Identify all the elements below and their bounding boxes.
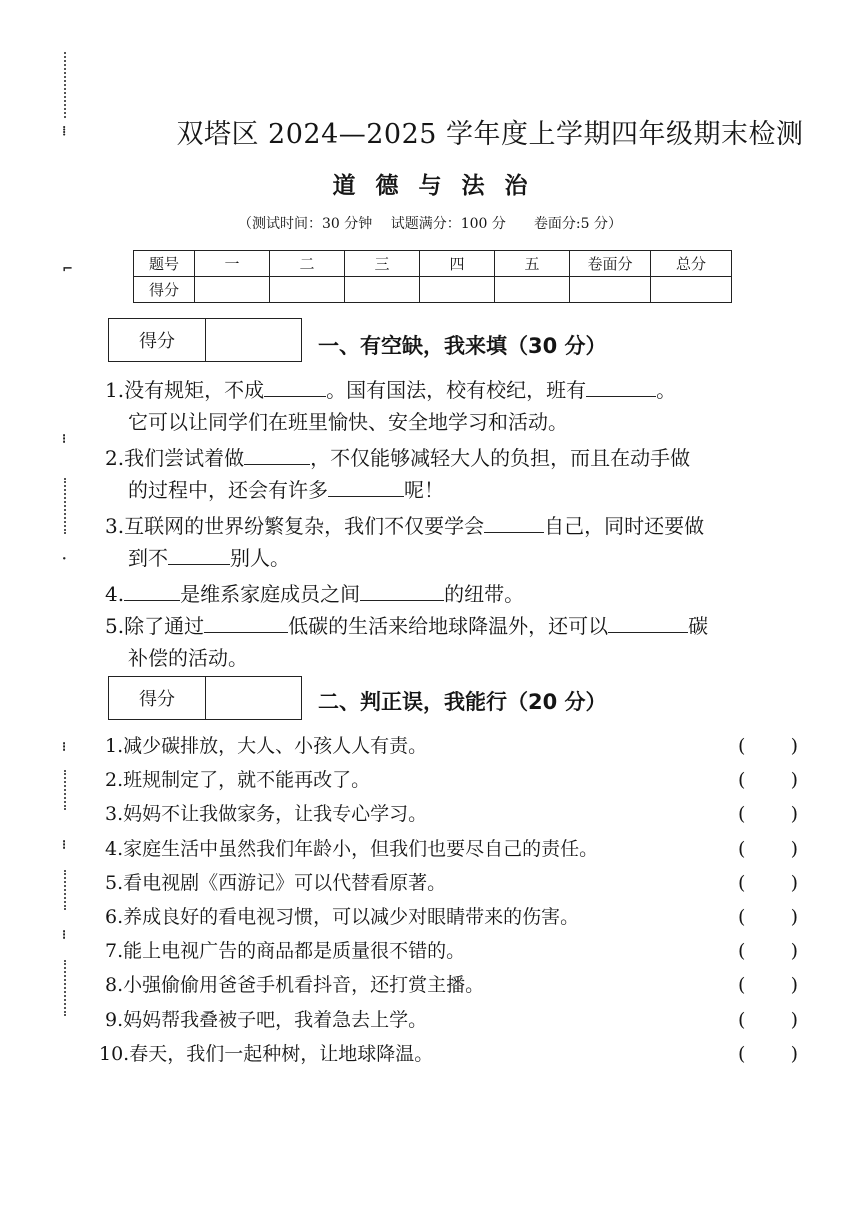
score-input-cell[interactable]: [651, 277, 732, 303]
paren-open: (: [738, 974, 746, 996]
score-table-cell: 卷面分: [570, 251, 651, 277]
answer-parentheses[interactable]: [738, 731, 798, 761]
paren-open: (: [738, 769, 746, 791]
judge-item: 8.小强偷偷用爸爸手机看抖音，还打赏主播。: [105, 974, 485, 996]
question-text: 的纽带。: [444, 582, 525, 606]
binding-mark: ⁝: [62, 740, 67, 755]
question-text: 2.: [105, 446, 125, 470]
answer-parentheses[interactable]: [738, 1005, 798, 1035]
answer-parentheses[interactable]: [738, 765, 798, 795]
judge-item: 1.减少碳排放，大人、小孩人人有责。: [105, 735, 428, 757]
section2-score-box: [108, 676, 302, 720]
score-table-cell: 二: [270, 251, 345, 277]
paren-close: ): [790, 974, 798, 996]
binding-mark: ·: [62, 552, 67, 567]
question-text: 我们尝试着做: [124, 446, 245, 470]
question-text: 3.: [105, 514, 125, 538]
question-text: 自己，同时还要做: [544, 514, 705, 538]
judge-item: 3.妈妈不让我做家务，让我专心学习。: [105, 803, 428, 825]
paren-close: ): [790, 940, 798, 962]
paren-close: ): [790, 735, 798, 757]
question-text: 除了通过: [124, 614, 205, 638]
fill-question-2-line2: [128, 474, 444, 506]
exam-info: （测试时间：30 分钟 试题满分：100 分 卷面分:5 分）: [238, 216, 622, 232]
score-table-header-row: [134, 251, 732, 277]
score-table-cell: 四: [420, 251, 495, 277]
section1-title: 一、有空缺，我来填（30 分）: [318, 334, 607, 358]
fill-question-3-line2: [128, 542, 290, 574]
fill-question-2: [105, 442, 690, 474]
question-text: 。国有国法，校有校纪，班有: [326, 378, 587, 402]
score-input-cell[interactable]: [420, 277, 495, 303]
section1-score-input[interactable]: [206, 319, 301, 361]
fill-question-1: [105, 374, 676, 406]
question-text: 4.: [105, 582, 125, 606]
score-table-cell: 一: [195, 251, 270, 277]
paren-close: ): [790, 872, 798, 894]
binding-dotted-line: [64, 770, 66, 810]
paren-open: (: [738, 735, 746, 757]
binding-mark: ⁝: [62, 928, 67, 943]
fill-question-4: [105, 578, 524, 610]
question-text: ，不仅能够减轻大人的负担，而且在动手做: [310, 446, 691, 470]
section1-score-box: [108, 318, 302, 362]
answer-blank[interactable]: [360, 580, 444, 601]
question-text: 到不: [128, 546, 168, 570]
section2-title: 二、判正误，我能行（20 分）: [318, 690, 607, 714]
binding-mark: ⁝: [62, 838, 67, 853]
paren-close: ): [790, 803, 798, 825]
score-table-cell: 五: [495, 251, 570, 277]
paren-open: (: [738, 906, 746, 928]
question-text: 。: [656, 378, 677, 402]
fill-question-5-line2: 补偿的活动。: [128, 646, 248, 670]
fill-question-3: [105, 510, 704, 542]
score-input-cell[interactable]: [270, 277, 345, 303]
question-text: 别人。: [230, 546, 290, 570]
score-table-cell: 题号: [134, 251, 195, 277]
question-text: 的过程中，还会有许多: [128, 478, 328, 502]
paren-open: (: [738, 838, 746, 860]
fill-question-1-line2: 它可以让同学们在班里愉快、安全地学习和活动。: [128, 410, 568, 434]
answer-blank[interactable]: [608, 612, 688, 633]
answer-parentheses[interactable]: [738, 902, 798, 932]
section2-score-label: 得分: [109, 677, 206, 719]
answer-parentheses[interactable]: [738, 936, 798, 966]
score-table-cell: 总分: [651, 251, 732, 277]
answer-blank[interactable]: [484, 512, 544, 533]
score-input-cell[interactable]: [495, 277, 570, 303]
judge-item: 7.能上电视广告的商品都是质量很不错的。: [105, 940, 466, 962]
paren-open: (: [738, 940, 746, 962]
binding-mark: ⁝: [62, 432, 67, 447]
score-input-cell[interactable]: [345, 277, 420, 303]
question-text: 没有规矩，不成: [124, 378, 265, 402]
answer-parentheses[interactable]: [738, 799, 798, 829]
paren-close: ): [790, 906, 798, 928]
section2-score-input[interactable]: [206, 677, 301, 719]
question-text: 碳: [688, 614, 709, 638]
paren-open: (: [738, 803, 746, 825]
answer-blank[interactable]: [244, 444, 310, 465]
question-text: 1.: [105, 378, 125, 402]
binding-dotted-line: [64, 52, 66, 118]
score-input-cell[interactable]: [195, 277, 270, 303]
paren-close: ): [790, 769, 798, 791]
binding-dotted-line: [64, 478, 66, 534]
score-table-cell: 得分: [134, 277, 195, 303]
binding-mark: ⁞: [62, 124, 67, 139]
binding-dotted-line: [64, 870, 66, 910]
judge-item: 6.养成良好的看电视习惯，可以减少对眼睛带来的伤害。: [105, 906, 580, 928]
score-input-cell[interactable]: [570, 277, 651, 303]
question-text: 5.: [105, 614, 125, 638]
score-table-score-row: [134, 277, 732, 303]
question-text: 低碳的生活来给地球降温外，还可以: [288, 614, 609, 638]
answer-parentheses[interactable]: [738, 834, 798, 864]
answer-parentheses[interactable]: [738, 1039, 798, 1069]
answer-parentheses[interactable]: [738, 868, 798, 898]
judge-item: 10.春天，我们一起种树，让地球降温。: [99, 1043, 434, 1065]
paren-open: (: [738, 1009, 746, 1031]
answer-blank[interactable]: [124, 580, 180, 601]
score-table: [133, 250, 732, 303]
judge-item: 5.看电视剧《西游记》可以代替看原著。: [105, 872, 447, 894]
answer-parentheses[interactable]: [738, 970, 798, 1000]
question-text: 是维系家庭成员之间: [180, 582, 361, 606]
judge-item: 4.家庭生活中虽然我们年龄小，但我们也要尽自己的责任。: [105, 838, 599, 860]
exam-title: 双塔区 2024—2025 学年度上学期四年级期末检测: [176, 119, 804, 150]
answer-blank[interactable]: [168, 544, 230, 565]
question-text: 呢！: [404, 478, 444, 502]
question-text: 互联网的世界纷繁复杂，我们不仅要学会: [124, 514, 485, 538]
binding-mark: ⌐: [62, 262, 73, 277]
fill-question-5: [105, 610, 708, 642]
paren-open: (: [738, 872, 746, 894]
paren-close: ): [790, 838, 798, 860]
judge-item: 9.妈妈帮我叠被子吧，我着急去上学。: [105, 1009, 428, 1031]
answer-blank[interactable]: [586, 376, 656, 397]
judge-item: 2.班规制定了，就不能再改了。: [105, 769, 371, 791]
answer-blank[interactable]: [264, 376, 326, 397]
subject-title: 道德与法治: [332, 172, 548, 199]
score-table-cell: 三: [345, 251, 420, 277]
answer-blank[interactable]: [328, 476, 404, 497]
binding-dotted-line: [64, 960, 66, 1016]
paren-close: ): [790, 1043, 798, 1065]
paren-open: (: [738, 1043, 746, 1065]
section1-score-label: 得分: [109, 319, 206, 361]
paren-close: ): [790, 1009, 798, 1031]
answer-blank[interactable]: [204, 612, 288, 633]
